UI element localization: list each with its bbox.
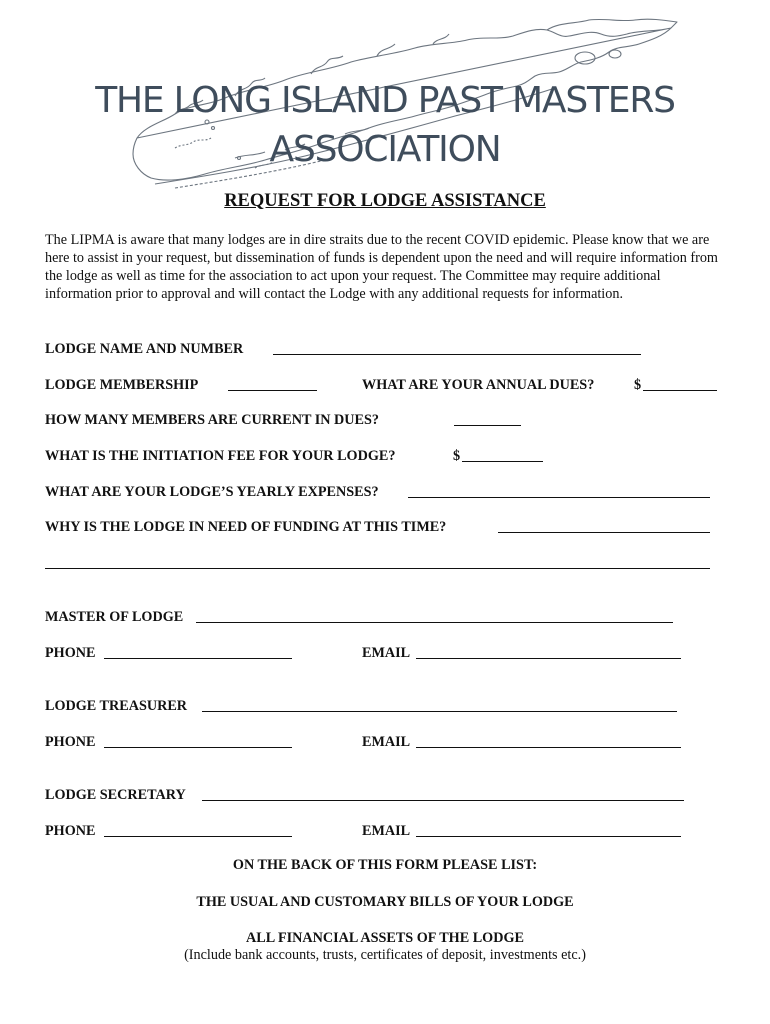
treasurer-email-label: EMAIL xyxy=(362,734,411,750)
treasurer-phone-field[interactable] xyxy=(104,747,292,748)
back-note: ON THE BACK OF THIS FORM PLEASE LIST: xyxy=(232,857,538,873)
master-phone-field[interactable] xyxy=(104,658,292,659)
secretary-label: LODGE SECRETARY xyxy=(45,787,186,803)
treasurer-email-field[interactable] xyxy=(416,747,681,748)
funding-need-field[interactable] xyxy=(498,532,710,533)
annual-dues-label: WHAT ARE YOUR ANNUAL DUES? xyxy=(362,377,595,393)
org-title-line2: ASSOCIATION xyxy=(269,129,501,170)
secretary-phone-field[interactable] xyxy=(104,836,292,837)
secretary-phone-label: PHONE xyxy=(45,823,96,839)
members-current-label: HOW MANY MEMBERS ARE CURRENT IN DUES? xyxy=(45,412,379,428)
members-current-field[interactable] xyxy=(454,425,521,426)
lodge-name-field[interactable] xyxy=(273,354,641,355)
treasurer-name-field[interactable] xyxy=(202,711,677,712)
intro-paragraph: The LIPMA is aware that many lodges are in dire straits due to the recent COVID epidemic. Please know that we are here to assist in your request, but dissemination of funds is dependent upon the need and will require information from the lodge as well as time for the association to act upon your request. The Committee may require additional information prior to approval and will contact the Lodge with any additional requests for information. xyxy=(45,232,718,302)
master-name-field[interactable] xyxy=(196,622,673,623)
initiation-fee-label: WHAT IS THE INITIATION FEE FOR YOUR LODGE? xyxy=(45,448,396,464)
master-phone-label: PHONE xyxy=(45,645,96,661)
assets-note: ALL FINANCIAL ASSETS OF THE LODGE xyxy=(246,930,524,946)
lodge-name-label: LODGE NAME AND NUMBER xyxy=(45,341,244,357)
secretary-email-field[interactable] xyxy=(416,836,681,837)
secretary-email-label: EMAIL xyxy=(362,823,411,839)
annual-dues-dollar: $ xyxy=(634,377,642,393)
master-label: MASTER OF LODGE xyxy=(45,609,184,625)
yearly-expenses-label: WHAT ARE YOUR LODGE’S YEARLY EXPENSES? xyxy=(45,484,379,500)
annual-dues-field[interactable] xyxy=(643,390,717,391)
assets-detail: (Include bank accounts, trusts, certificates of deposit, investments etc.) xyxy=(184,947,586,963)
yearly-expenses-field[interactable] xyxy=(408,497,710,498)
treasurer-phone-label: PHONE xyxy=(45,734,96,750)
form-title: REQUEST FOR LODGE ASSISTANCE xyxy=(224,191,546,211)
org-title-line1: THE LONG ISLAND PAST MASTERS xyxy=(95,80,675,121)
master-email-label: EMAIL xyxy=(362,645,411,661)
lodge-membership-label: LODGE MEMBERSHIP xyxy=(45,377,199,393)
initiation-fee-field[interactable] xyxy=(462,461,543,462)
initiation-fee-dollar: $ xyxy=(453,448,461,464)
funding-need-label: WHY IS THE LODGE IN NEED OF FUNDING AT THIS TIME? xyxy=(45,519,447,535)
funding-need-field-line2[interactable] xyxy=(45,568,710,569)
master-email-field[interactable] xyxy=(416,658,681,659)
secretary-name-field[interactable] xyxy=(202,800,684,801)
treasurer-label: LODGE TREASURER xyxy=(45,698,188,714)
bills-note: THE USUAL AND CUSTOMARY BILLS OF YOUR LODGE xyxy=(196,894,574,910)
lodge-membership-field[interactable] xyxy=(228,390,317,391)
